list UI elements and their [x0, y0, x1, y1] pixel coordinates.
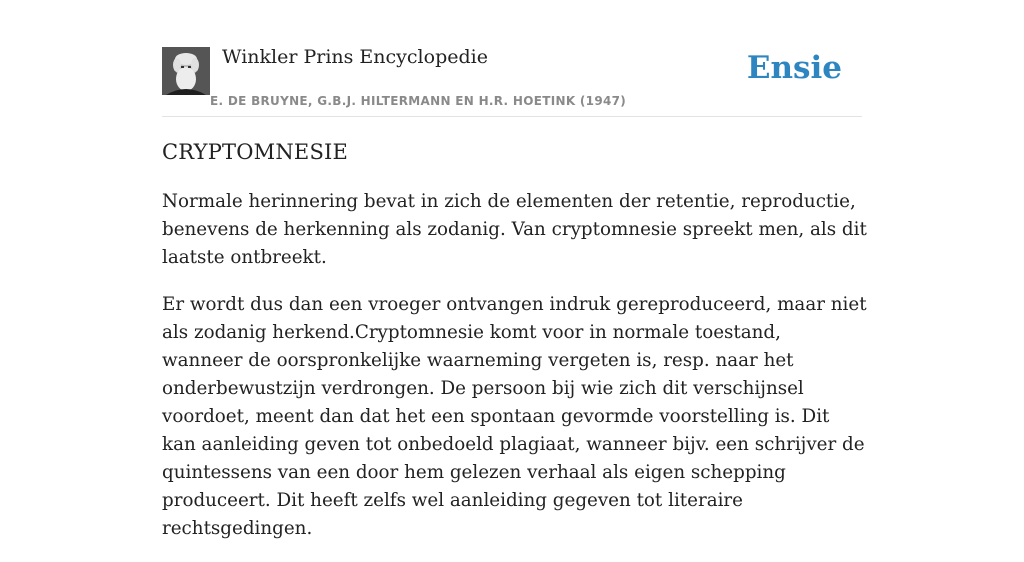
article: [162, 140, 867, 562]
article-paragraph: Er wordt dus dan een vroeger ontvangen indruk gereproduceerd, maar niet als zodanig herkend.Cryptomnesie komt voor in normale toestand, wanneer de oorspronkelijke waarneming vergeten is, resp. naar het onderbewustzijn verdrongen. De persoon bij wie zich dit verschijnsel voordoet, meent dan dat het een spontaan gevormde voorstelling is. Dit kan aanleiding geven tot onbedoeld plagiaat, wanneer bijv. een schrijver de quintessens van een door hem gelezen verhaal als eigen schepping produceert. Dit heeft zelfs wel aanleiding gegeven tot literaire rechtsgedingen.: [162, 294, 867, 539]
portrait-icon: [162, 47, 210, 95]
entry-title: CRYPTOMNESIE: [162, 140, 349, 164]
ensie-logo[interactable]: Ensie: [746, 50, 842, 86]
avatar[interactable]: [162, 47, 210, 95]
site-title[interactable]: Winkler Prins Encyclopedie: [222, 46, 488, 68]
authors-byline: E. DE BRUYNE, G.B.J. HILTERMANN EN H.R. HOETINK (1947): [210, 94, 627, 108]
header: [162, 44, 862, 117]
article-paragraph: Normale herinnering bevat in zich de elementen der retentie, reproductie, benevens de herkenning als zodanig. Van cryptomnesie spreekt men, als dit laatste ontbreekt.: [162, 191, 867, 268]
